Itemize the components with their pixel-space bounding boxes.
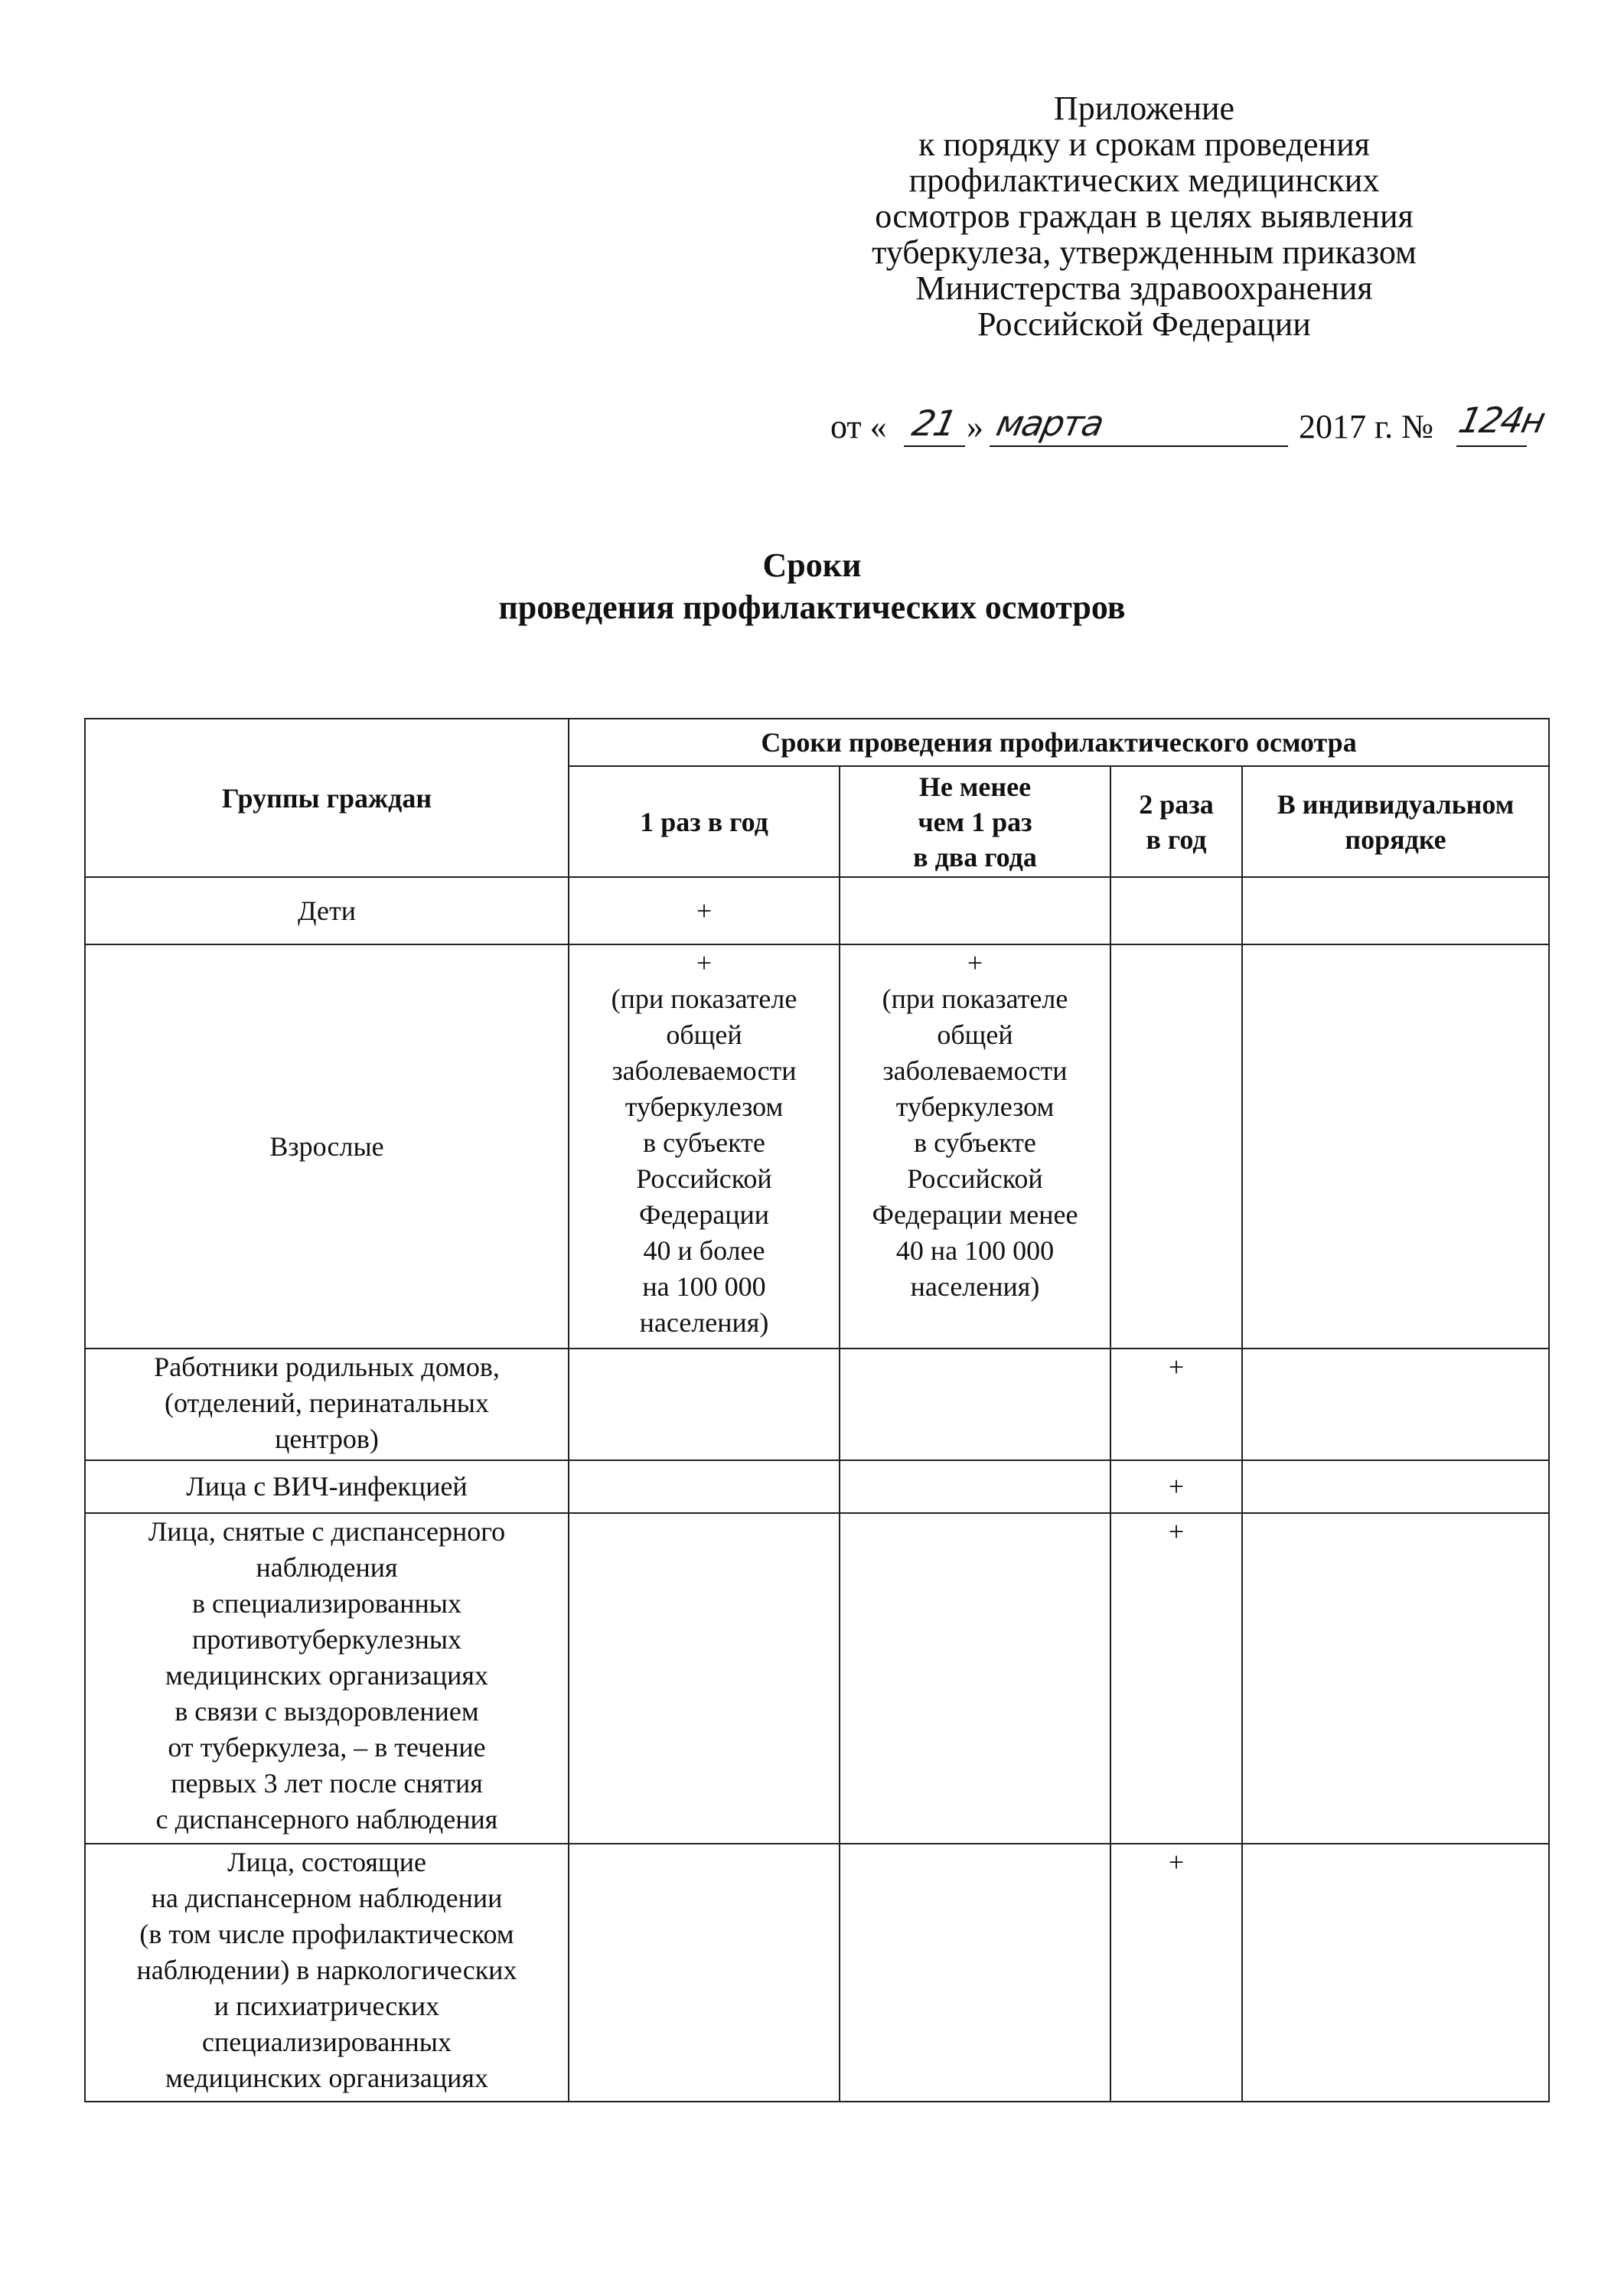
cell-once-a-year (569, 1844, 840, 2102)
header-col-individual: В индивидуальном порядке (1242, 766, 1549, 877)
cell-once-per-two-years (840, 1460, 1110, 1513)
appendix-header (804, 90, 1485, 342)
table-header-row (85, 719, 1549, 766)
cell-group: Лица с ВИЧ-инфекцией (85, 1460, 569, 1513)
table-row (85, 877, 1549, 944)
cell-once-a-year (569, 1349, 840, 1460)
header-col-twice-a-year: 2 раза в год (1110, 766, 1242, 877)
cell-twice-a-year: + (1110, 1513, 1242, 1844)
cell-group: Лица, состоящие на диспансерном наблюдении (в том числе профилактическом наблюдении) в наркологических и психиатрических специализированных медицинских организациях (85, 1844, 569, 2102)
appendix-line: Министерства здравоохранения (915, 269, 1373, 307)
handwritten-number: 124н (1455, 400, 1548, 441)
cell-once-per-two-years: + (при показателе общей заболеваемости туберкулезом в субъекте Российской Федерации менее 40 на 100 000 населения) (840, 944, 1110, 1349)
order-date-line (830, 400, 1548, 453)
handwritten-month: марта (993, 403, 1107, 444)
appendix-line: туберкулеза, утвержденным приказом (872, 233, 1417, 271)
date-prefix: от « (830, 408, 887, 445)
cell-group: Работники родильных домов, (отделений, перинатальных центров) (85, 1349, 569, 1460)
cell-individual (1242, 1844, 1549, 2102)
cell-once-a-year: + (569, 877, 840, 944)
appendix-line: Российской Федерации (977, 305, 1311, 343)
table-row (85, 944, 1549, 1349)
cell-once-per-two-years (840, 877, 1110, 944)
schedule-table (84, 718, 1550, 2102)
appendix-line: профилактических медицинских (908, 161, 1380, 199)
day-close-quote: » (967, 408, 983, 445)
header-col-once-per-two-years: Не менее чем 1 раз в два года (840, 766, 1110, 877)
cell-group: Лица, снятые с диспансерного наблюдения в специализированных противотуберкулезных медицинских организациях в связи с выздоровлением от туберкулеза, – в течение первых 3 лет после снятия с диспансерного наблюдения (85, 1513, 569, 1844)
cell-once-per-two-years (840, 1844, 1110, 2102)
appendix-line: к порядку и срокам проведения (918, 126, 1370, 163)
cell-twice-a-year (1110, 877, 1242, 944)
appendix-title: Приложение (1053, 90, 1235, 127)
cell-once-per-two-years (840, 1349, 1110, 1460)
header-col-once-a-year: 1 раз в год (569, 766, 840, 877)
cell-individual (1242, 944, 1549, 1349)
cell-individual (1242, 1349, 1549, 1460)
cell-group: Дети (85, 877, 569, 944)
cell-twice-a-year: + (1110, 1349, 1242, 1460)
appendix-line: осмотров граждан в целях выявления (875, 197, 1414, 235)
cell-once-a-year: + (при показателе общей заболеваемости туберкулезом в субъекте Российской Федерации 40 и более на 100 000 населения) (569, 944, 840, 1349)
cell-individual (1242, 877, 1549, 944)
table-row (85, 1513, 1549, 1844)
table-row (85, 1844, 1549, 2102)
cell-individual (1242, 1460, 1549, 1513)
document-title: Сроки (762, 546, 862, 584)
table-row (85, 1349, 1549, 1460)
number-underline (1456, 445, 1527, 447)
cell-once-per-two-years (840, 1513, 1110, 1844)
cell-once-a-year (569, 1460, 840, 1513)
cell-individual (1242, 1513, 1549, 1844)
cell-twice-a-year (1110, 944, 1242, 1349)
handwritten-day: 21 (908, 403, 960, 444)
cell-group: Взрослые (85, 944, 569, 1349)
month-underline (990, 445, 1288, 447)
cell-once-a-year (569, 1513, 840, 1844)
year-and-number-label: 2017 г. № (1299, 408, 1434, 445)
cell-twice-a-year: + (1110, 1844, 1242, 2102)
day-underline (904, 445, 965, 447)
cell-twice-a-year: + (1110, 1460, 1242, 1513)
header-groups: Группы граждан (85, 719, 569, 877)
header-periods: Сроки проведения профилактического осмотра (569, 719, 1549, 766)
document-subtitle: проведения профилактических осмотров (498, 589, 1126, 626)
table-row (85, 1460, 1549, 1513)
